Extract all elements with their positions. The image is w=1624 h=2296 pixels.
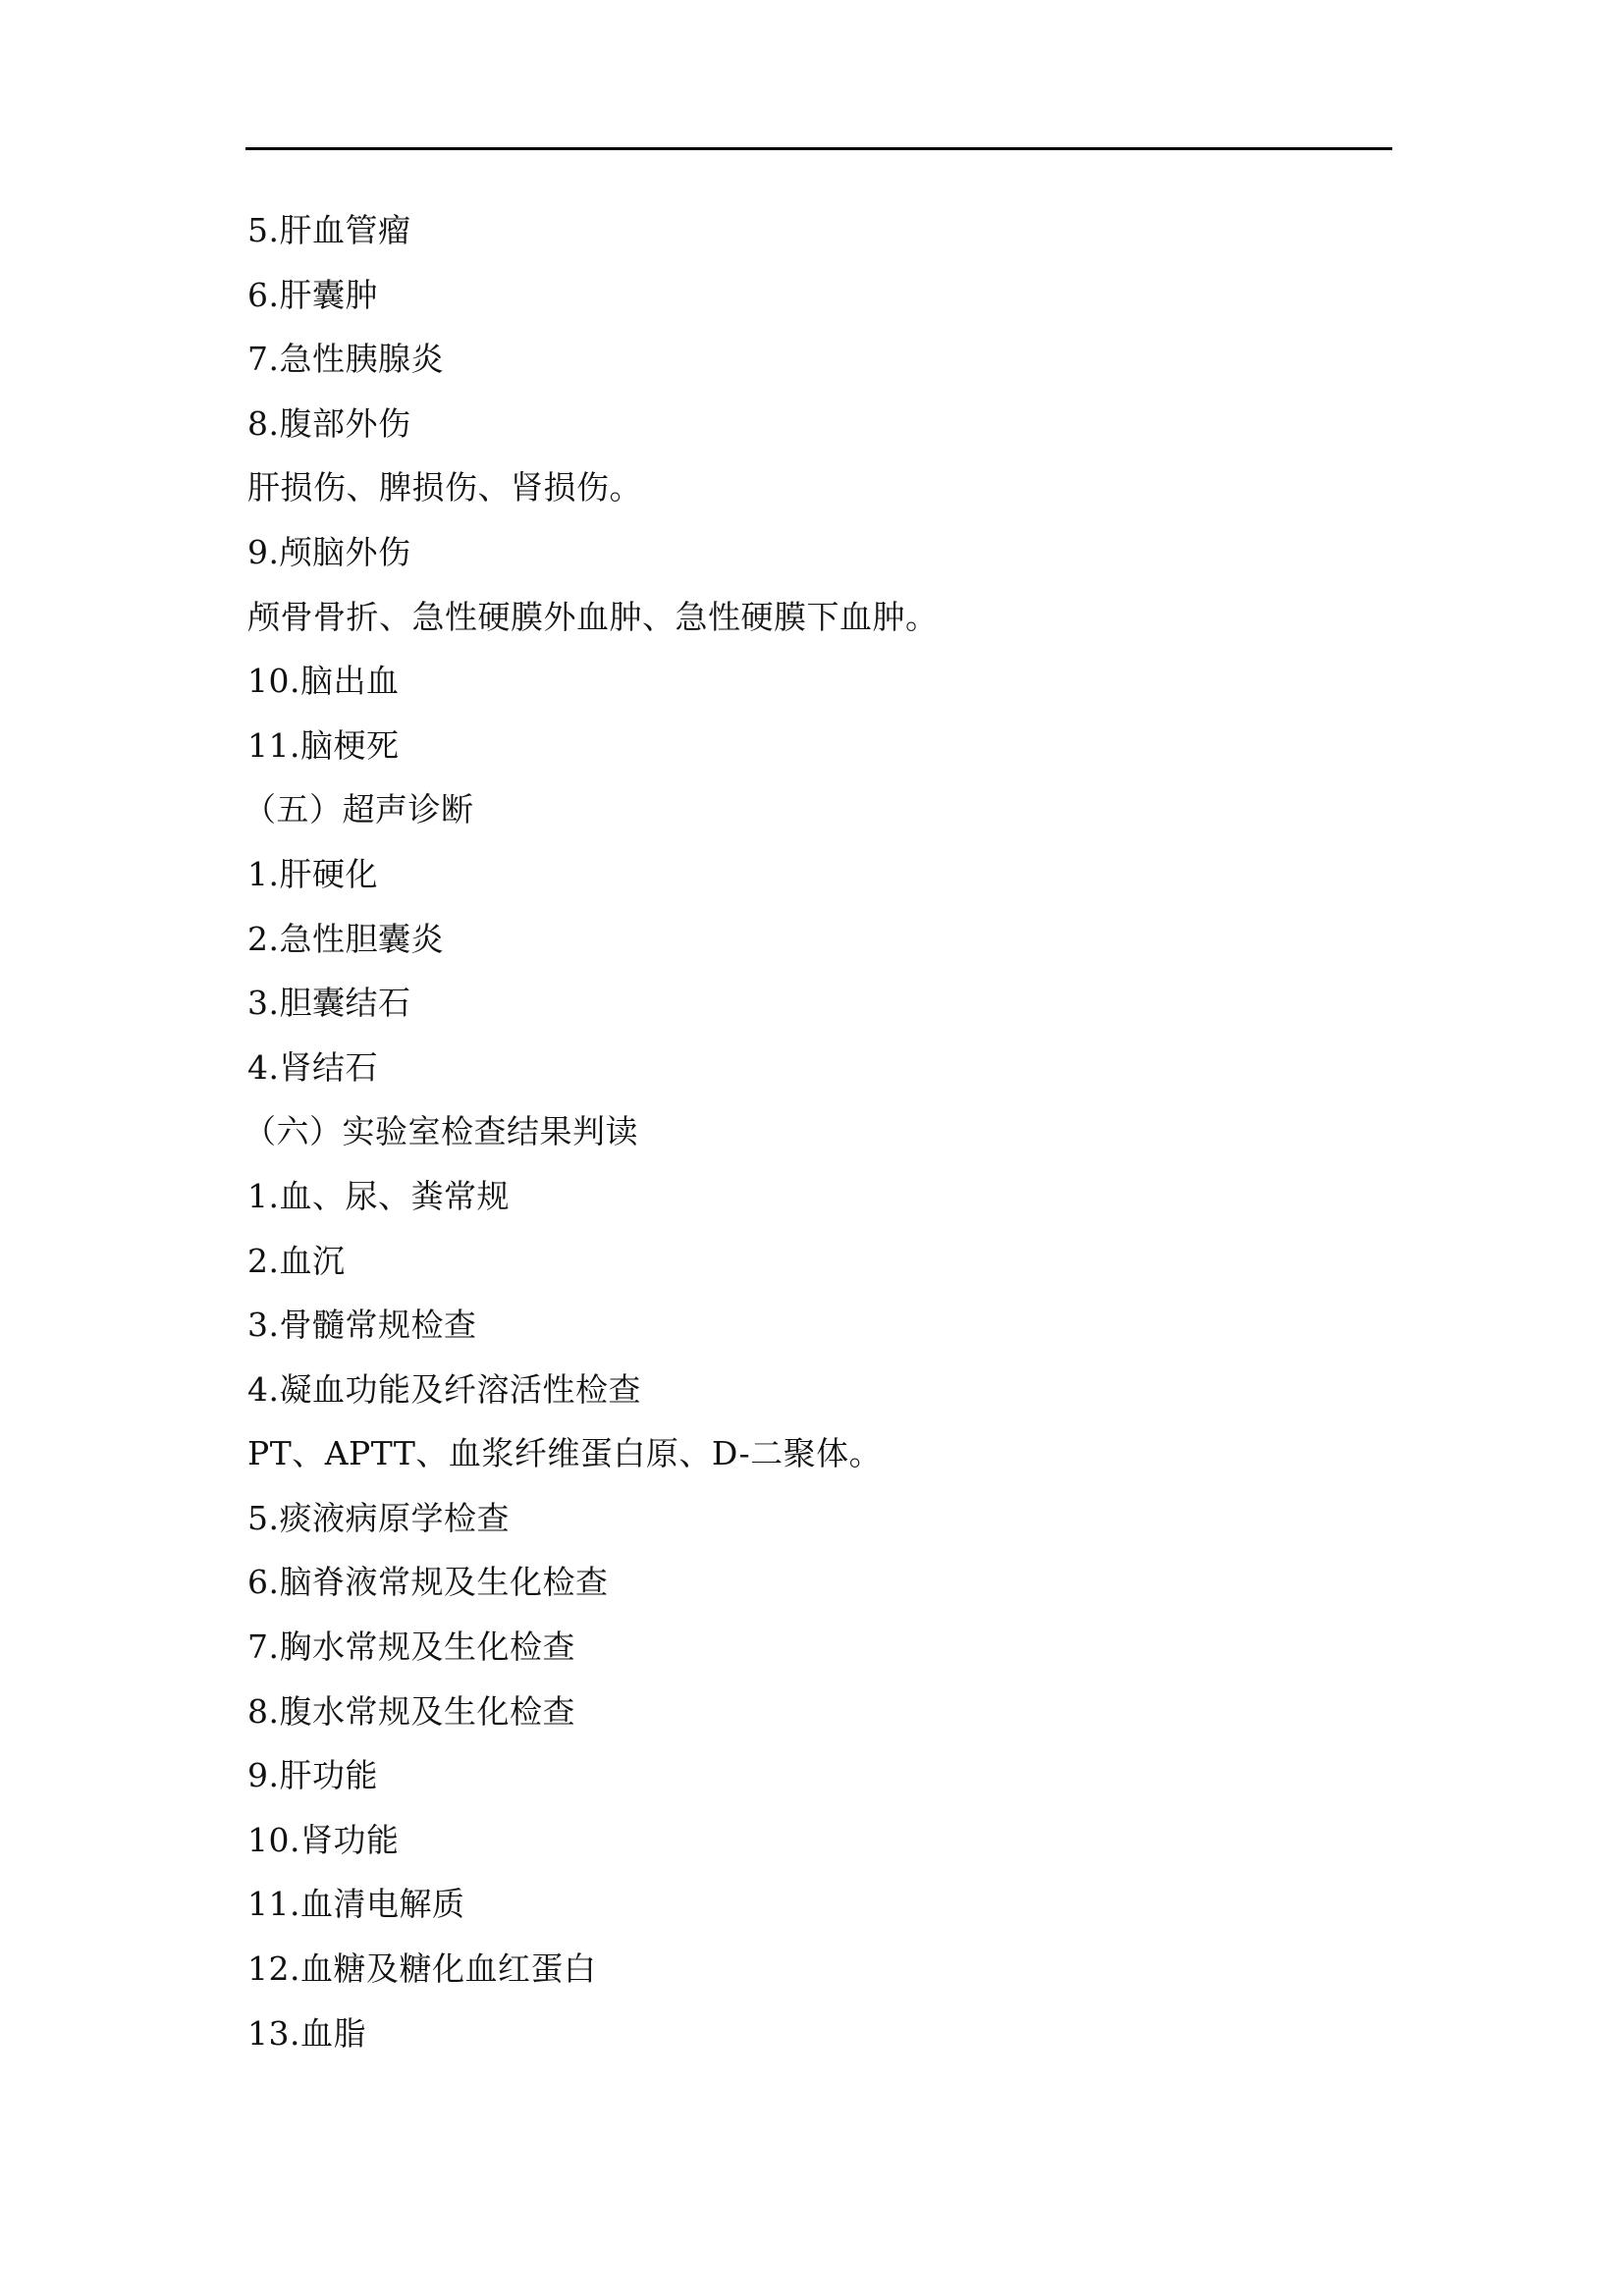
list-item: 11.脑梗死 bbox=[247, 725, 400, 765]
list-item: 8.腹部外伤 bbox=[247, 403, 411, 443]
list-item: 5.肝血管瘤 bbox=[247, 211, 411, 249]
list-item: 7.胸水常规及生化检查 bbox=[247, 1628, 575, 1667]
list-item: 10.肾功能 bbox=[247, 1820, 400, 1859]
list-item: 3.骨髓常规检查 bbox=[247, 1306, 477, 1345]
list-item: 12.血糖及糖化血红蛋白 bbox=[247, 1949, 597, 1989]
list-item: 5.痰液病原学检查 bbox=[247, 1498, 510, 1537]
section-heading: （六）实验室检查结果判读 bbox=[244, 1112, 638, 1151]
list-item: 6.肝囊肿 bbox=[247, 275, 378, 314]
list-item: 9.颅脑外伤 bbox=[247, 532, 411, 571]
document-body bbox=[244, 198, 1386, 2065]
list-item: 9.肝功能 bbox=[247, 1756, 378, 1795]
list-item: 4.肾结石 bbox=[247, 1047, 378, 1087]
item-detail: 颅骨骨折、急性硬膜外血肿、急性硬膜下血肿。 bbox=[247, 597, 939, 636]
section-heading: （五）超声诊断 bbox=[244, 790, 474, 829]
list-item: 11.血清电解质 bbox=[247, 1885, 465, 1924]
item-detail: 肝损伤、脾损伤、肾损伤。 bbox=[247, 468, 642, 507]
item-detail: PT、APTT、血浆纤维蛋白原、D-二聚体。 bbox=[247, 1434, 883, 1473]
list-item: 7.急性胰腺炎 bbox=[247, 340, 444, 379]
list-item: 1.血、尿、粪常规 bbox=[247, 1176, 510, 1215]
list-item: 1.肝硬化 bbox=[247, 854, 378, 893]
list-item: 2.急性胆囊炎 bbox=[247, 919, 444, 958]
list-item: 2.血沉 bbox=[247, 1241, 346, 1280]
list-item: 10.脑出血 bbox=[247, 662, 400, 701]
header-rule bbox=[245, 147, 1392, 150]
list-item: 4.凝血功能及纤溶活性检查 bbox=[247, 1369, 641, 1409]
list-item: 13.血脂 bbox=[247, 2013, 366, 2053]
list-item: 6.脑脊液常规及生化检查 bbox=[247, 1563, 609, 1602]
list-item: 3.胆囊结石 bbox=[247, 984, 411, 1023]
list-item: 8.腹水常规及生化检查 bbox=[247, 1691, 575, 1731]
